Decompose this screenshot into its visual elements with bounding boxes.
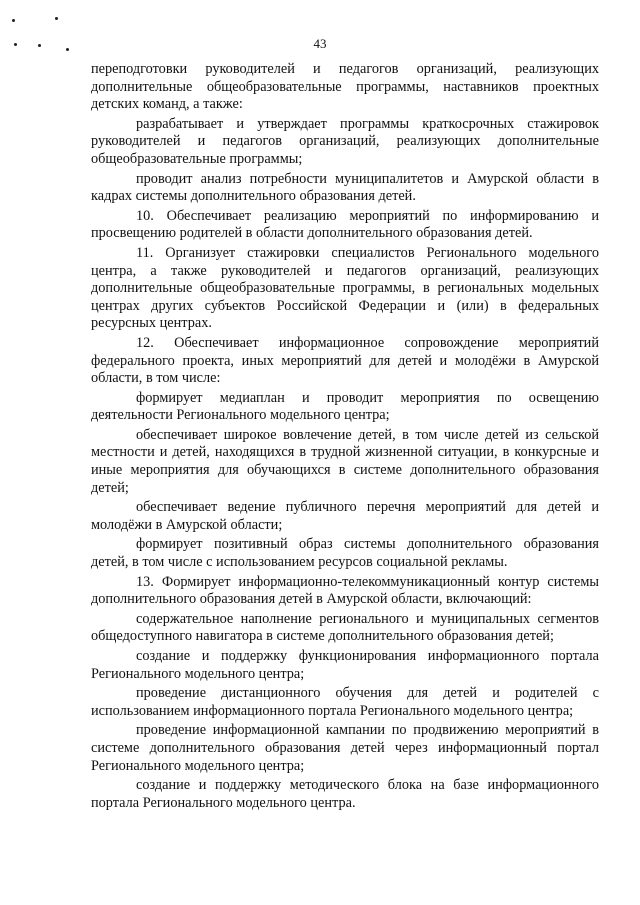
paragraph: 10. Обеспечивает реализацию мероприятий по информированию и просвещению родителей в области дополнительного образования детей. [91, 207, 599, 242]
paragraph: 11. Организует стажировки специалистов Регионального модельного центра, а также руководителей и педагогов организаций, реализующих дополнительные общеобразовательные программы, в региональных модельных центрах других субъектов Российской Федерации и (или) в федеральных ресурсных центрах. [91, 244, 599, 332]
scan-speck [55, 17, 58, 20]
paragraph: обеспечивает ведение публичного перечня мероприятий для детей и молодёжи в Амурской области; [91, 499, 599, 533]
paragraph: проведение информационной кампании по продвижению мероприятий в системе дополнительного образования детей через информационный портал Регионального модельного центра; [91, 722, 599, 774]
paragraph: 13. Формирует информационно-телекоммуникационный контур системы дополнительного образования детей в Амурской области, включающий: [91, 573, 599, 608]
paragraph: обеспечивает широкое вовлечение детей, в том числе детей из сельской местности и детей, находящихся в трудной жизненной ситуации, в конкурсные и иные мероприятия для обучающихся в системе дополнительного образования детей; [91, 426, 599, 496]
page-number: 43 [313, 36, 327, 51]
paragraph: переподготовки руководителей и педагогов организаций, реализующих дополнительные общеобразовательные программы, наставников проектных детских команд, а также: [91, 61, 599, 113]
paragraph: проводит анализ потребности муниципалитетов и Амурской области в кадрах системы дополнительного образования детей. [91, 170, 599, 205]
paragraph: 12. Обеспечивает информационное сопровождение мероприятий федерального проекта, иных мероприятий для детей и молодёжи в Амурской области, в том числе: [91, 334, 599, 387]
paragraph: формирует позитивный образ системы дополнительного образования детей, в том числе с использованием ресурсов социальной рекламы. [91, 536, 599, 571]
scan-speck [12, 19, 15, 22]
paragraph: содержательное наполнение регионального и муниципальных сегментов общедоступного навигатора в системе дополнительного образования детей; [91, 610, 599, 645]
document-body [91, 61, 599, 814]
paragraph: формирует медиаплан и проводит мероприятия по освещению деятельности Регионального модельного центра; [91, 389, 599, 424]
paragraph: проведение дистанционного обучения для детей и родителей с использованием информационного портала Регионального модельного центра; [91, 685, 599, 719]
paragraph: создание и поддержку методического блока на базе информационного портала Регионального модельного центра. [91, 777, 599, 811]
paragraph: разрабатывает и утверждает программы краткосрочных стажировок руководителей и педагогов организаций, реализующих дополнительные общеобразовательные программы; [91, 115, 599, 167]
paragraph: создание и поддержку функционирования информационного портала Регионального модельного центра; [91, 648, 599, 682]
